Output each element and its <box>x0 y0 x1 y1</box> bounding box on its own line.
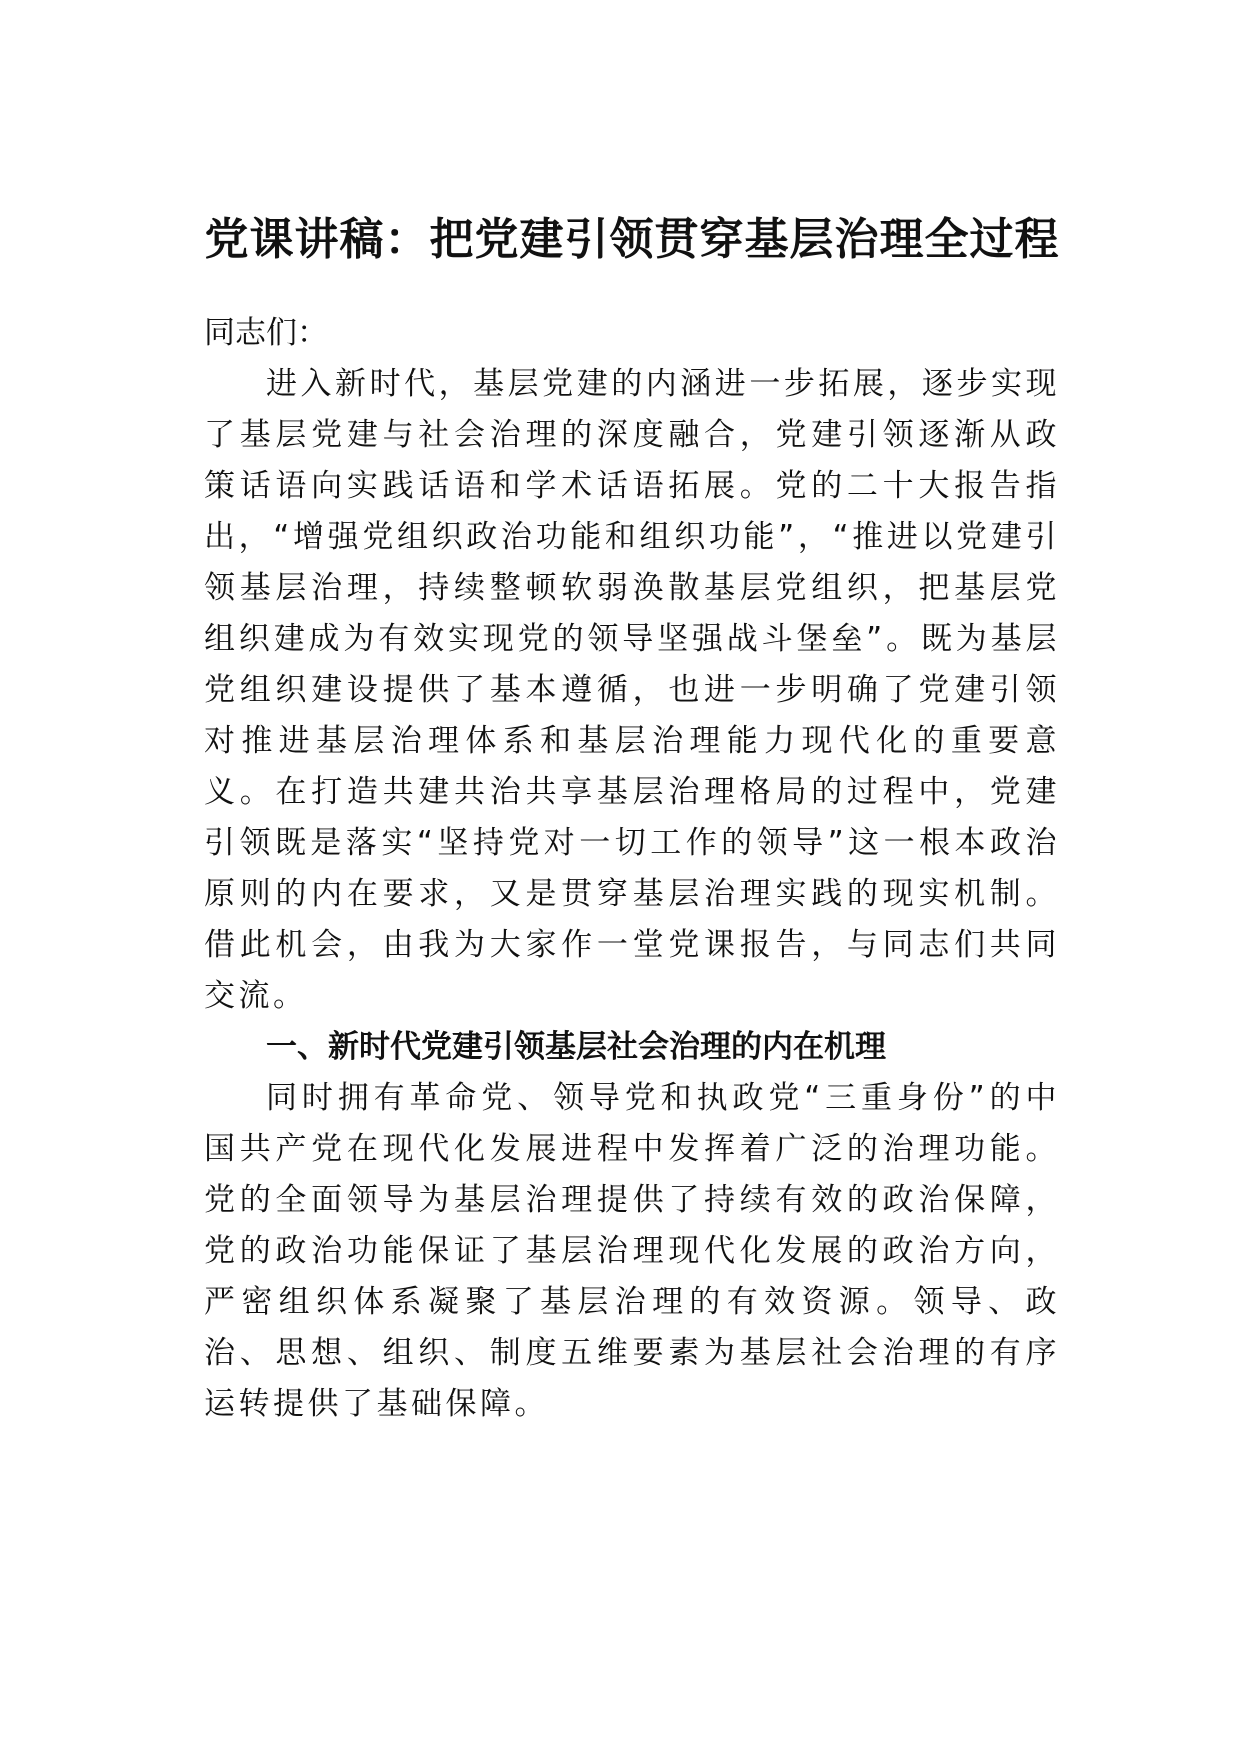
intro-paragraph: 进入新时代，基层党建的内涵进一步拓展，逐步实现了基层党建与社会治理的深度融合，党建引领逐渐从政策话语向实践话语和学术话语拓展。党的二十大报告指出，“增强党组织政治功能和组织功能”，“推进以党建引领基层治理，持续整顿软弱涣散基层党组织，把基层党组织建成为有效实现党的领导坚强战斗堡垒”。既为基层党组织建设提供了基本遵循，也进一步明确了党建引领对推进基层治理体系和基层治理能力现代化的重要意义。在打造共建共治共享基层治理格局的过程中，党建引领既是落实“坚持党对一切工作的领导”这一根本政治原则的内在要求，又是贯穿基层治理实践的现实机制。借此机会，由我为大家作一堂党课报告，与同志们共同交流。 <box>204 366 1060 1014</box>
document-title: 党课讲稿：把党建引领贯穿基层治理全过程 <box>204 214 1060 265</box>
section-heading: 一、新时代党建引领基层社会治理的内在机理 <box>266 1029 886 1065</box>
salutation: 同志们： <box>204 315 328 351</box>
document-body <box>204 210 1060 1430</box>
section-paragraph: 同时拥有革命党、领导党和执政党“三重身份”的中国共产党在现代化发展进程中发挥着广泛的治理功能。党的全面领导为基层治理提供了持续有效的政治保障，党的政治功能保证了基层治理现代化发展的政治方向，严密组织体系凝聚了基层治理的有效资源。领导、政治、思想、组织、制度五维要素为基层社会治理的有序运转提供了基础保障。 <box>204 1080 1060 1422</box>
